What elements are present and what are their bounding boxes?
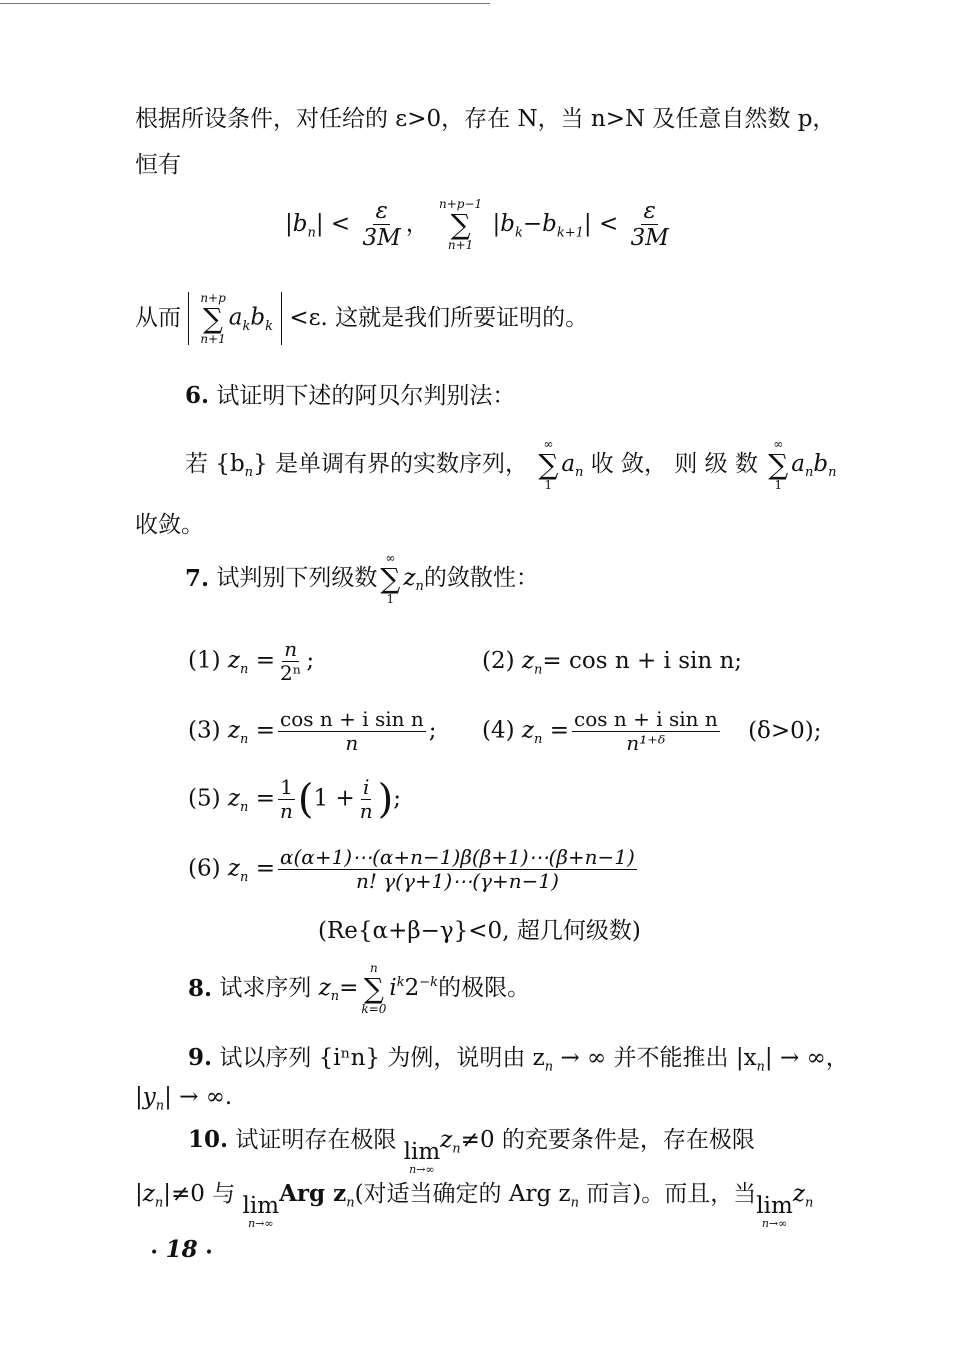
para-text: 恒有 [135,152,181,178]
fraction: $\frac{\text{cos n + i sin n}}{n}$ [280,707,424,755]
fraction: $\frac{\text{cos n + i sin n}}{\text{n¹⁺ᵟ}}$ [574,707,718,755]
subproblem-5: (5) $z_n$ = $\frac{1}{n}$ (1 + $\frac{i}{n}$ ); [188,775,401,823]
fraction: $\frac{\varepsilon}{3M}$ [362,198,401,252]
problem-number: 10. [188,1126,229,1153]
page-number-footer: • 18 • [150,1236,214,1263]
problem-9: 9. 试以序列 {iⁿn} 为例，说明由 $z_n$ → ∞ 并不能推出 $|x_n|$ → ∞， [188,1044,849,1075]
problem-7-heading: 7. 试判别下列级数 ∞ ∑ 1 $z_n$的敛散性： [185,551,539,606]
fraction: $\frac{\alpha(\alpha+1)\cdots(\alpha+n-1)\beta(\beta+1)\cdots(\beta+n-1)}{n! \gamma(\gamma+1)\cdots(\gamma+n-1)}$ [280,845,635,893]
fraction: $\frac{n}{\text{2ⁿ}}$ [280,637,302,685]
subproblem-6: (6) $z_n$ = $\frac{\alpha(\alpha+1)\cdots(\alpha+n-1)\beta(\beta+1)\cdots(\beta+n-1)}{n! \gamma(\gamma+1)\cdots(\gamma+n-1)}$ [188,845,635,893]
fraction: $\frac{1}{n}$ [280,775,293,823]
page-number: 18 [165,1236,198,1263]
problem-6-statement: 若 $\{b_n\}$ 是单调有界的实数序列， ∞ ∑ 1 $a_n$ 收 敛， 则 级 数 ∞ ∑ 1 $a_nb_n$ [185,437,837,492]
problem-number: 8. [188,974,213,1002]
para-line-1 [135,106,835,134]
summation: n+p ∑ n+1 [200,291,226,346]
limit-operator: lim n→∞ [242,1193,280,1231]
subproblem-2: (2) $z_n= \cos n + i$ sin n; [482,648,743,678]
top-rule [0,3,490,4]
summation: n+p−1 ∑ n+1 [439,197,483,252]
para-line-2 [135,152,181,180]
summation: n ∑ k=0 [361,961,387,1016]
inequality-equation: $|b_n|$ < $\frac{\varepsilon}{3M}$ ， n+p−1 ∑ n+1 $|b_k-b_{k+1}|$ < $\frac{\varepsilon}{3M}$ [285,197,669,252]
subproblem-1: (1) $z_n$ = $\frac{n}{\text{2ⁿ}}$ ; [188,637,315,685]
conclusion-line: 从而 n+p ∑ n+1 $a_kb_k <\varepsilon$. 这就是我们所要证明的。 [135,291,589,346]
problem-8: 8. 试求序列 $z_n=$ n ∑ k=0 $i^k2^{-k}$的极限。 [188,961,531,1016]
subproblem-6-note: (Re{α+β−γ}<0, 超几何级数) [318,918,641,944]
problem-10: 10. 试证明存在极限 lim n→∞ $z_n\ne 0$ 的充要条件是，存在极限 [188,1126,755,1177]
problem-number: 7. [185,564,210,592]
fraction: $\frac{i}{n}$ [359,775,373,823]
limit-operator: lim n→∞ [756,1193,793,1231]
summation: ∞ ∑ 1 [768,437,789,492]
absolute-value: n+p ∑ n+1 $a_kb_k$ [188,292,282,345]
limit-operator: lim n→∞ [403,1139,441,1177]
para-text: 根据所设条件，对任给的 ε>0，存在 N，当 n>N 及任意自然数 p， [135,106,836,132]
problem-6-heading: 6. 试证明下述的阿贝尔判别法： [185,382,516,409]
problem-10-line2: $|z_n|\ne 0$ 与 lim n→∞ Arg $z_n$(对适当确定的 Arg $z_n$ 而言)。而且，当 lim n→∞ $z_n$ [135,1180,814,1231]
problem-6-tail: 收敛。 [135,512,204,538]
problem-number: 6. [185,382,210,409]
problem-9-tail: $|y_n|$ → ∞. [135,1084,233,1114]
fraction: $\frac{\varepsilon}{3M}$ [630,198,669,252]
subproblem-4: (4) $z_n$ = $\frac{\text{cos n + i sin n}}{\text{n¹⁺ᵟ}}$ (δ>0); [482,707,822,755]
subproblem-3: (3) $z_n$ = $\frac{\text{cos n + i sin n}}{n}$ ; [188,707,437,755]
summation: ∞ ∑ 1 [380,551,401,606]
summation: ∞ ∑ 1 [538,437,559,492]
problem-number: 9. [188,1044,213,1071]
